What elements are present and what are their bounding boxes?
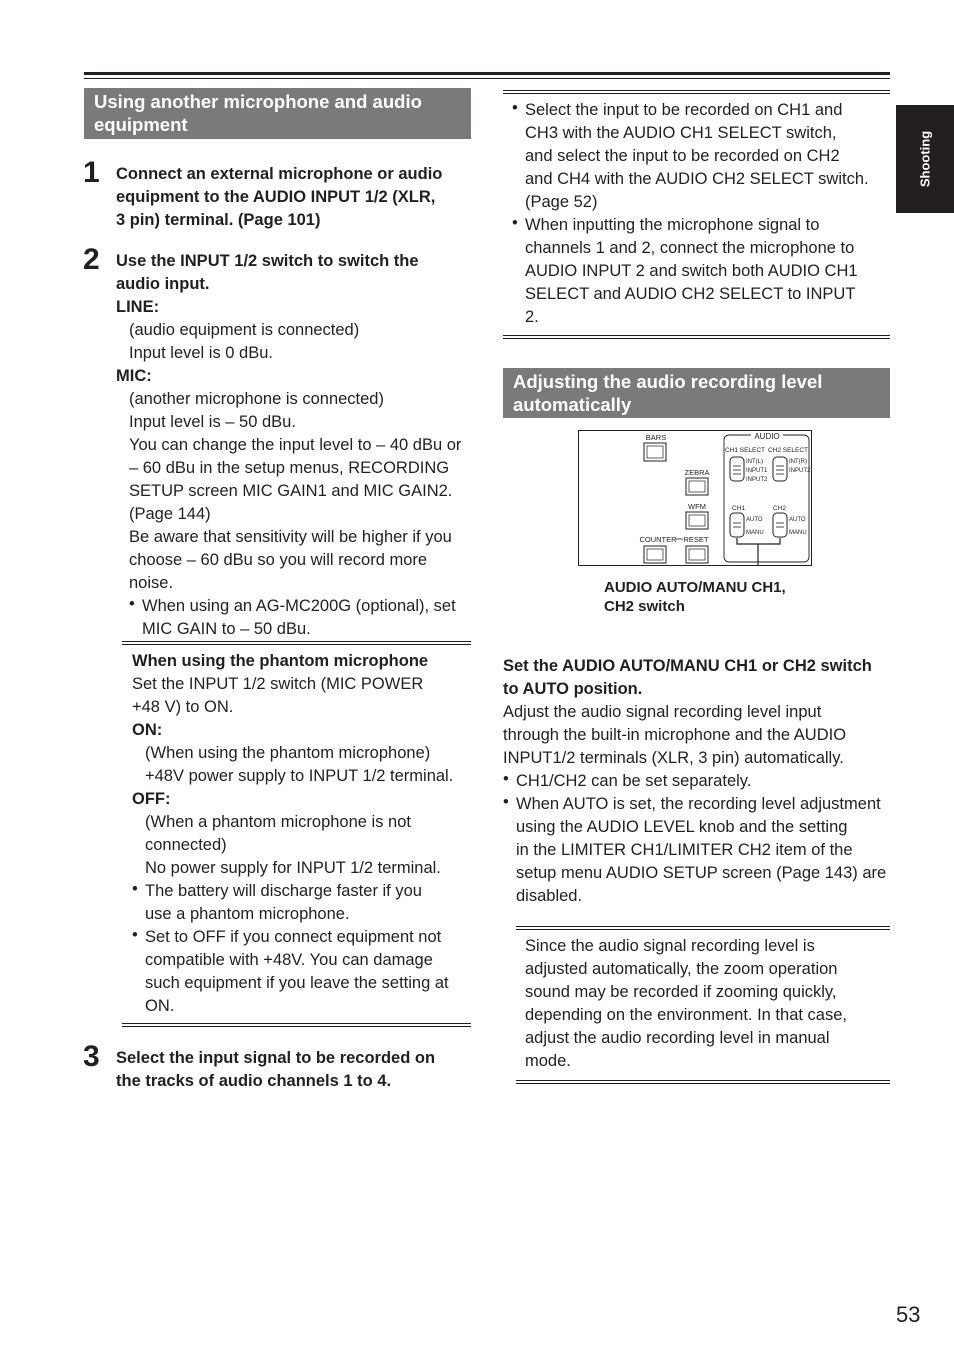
- text-line: Set the AUDIO AUTO/MANU CH1 or CH2 switch: [503, 657, 872, 675]
- on-label: ON:: [132, 721, 163, 739]
- text-line: (When using the phantom microphone): [145, 744, 431, 762]
- section-heading-microphone: [84, 88, 471, 139]
- text-line: • Set to OFF if you connect equipment not: [145, 928, 442, 946]
- text-line: SELECT and AUDIO CH2 SELECT to INPUT: [525, 285, 856, 303]
- note-rule-top: [122, 641, 471, 645]
- reset-label: RESET: [683, 535, 709, 544]
- section-heading-auto-level: [503, 368, 890, 418]
- bullet-item: [132, 926, 477, 1018]
- text-line: MIC GAIN to – 50 dBu.: [142, 620, 311, 638]
- int-l-label: INT(L): [746, 459, 763, 465]
- zebra-label: ZEBRA: [684, 468, 710, 477]
- input1-label: INPUT1: [746, 468, 768, 474]
- heading-line: automatically: [513, 394, 632, 415]
- section-tab: [896, 105, 954, 213]
- bars-label: BARS: [645, 433, 667, 442]
- right-notes: [512, 99, 892, 329]
- ch2-select-switch[interactable]: [773, 457, 787, 481]
- text-line: Set the INPUT 1/2 switch (MIC POWER: [132, 675, 424, 693]
- text-line: Use the INPUT 1/2 switch to switch the: [116, 252, 419, 270]
- text-line: 3 pin) terminal. (Page 101): [116, 211, 321, 229]
- text-line: Be aware that sensitivity will be higher if you: [129, 528, 452, 546]
- ch2-select-label: CH2 SELECT: [767, 447, 809, 454]
- text-line: No power supply for INPUT 1/2 terminal.: [145, 859, 441, 877]
- text-line: such equipment if you leave the setting at: [145, 974, 449, 992]
- bullet-item: [503, 770, 898, 793]
- ch1-label: CH1: [732, 505, 746, 512]
- counter-label: COUNTER: [639, 535, 677, 544]
- note-rule-bottom: [503, 335, 890, 339]
- heading-line: Using another microphone and audio: [94, 91, 422, 112]
- text-line: choose – 60 dBu so you will record more: [129, 551, 428, 569]
- text-line: audio input.: [116, 275, 210, 293]
- text-line: Input level is – 50 dBu.: [129, 413, 296, 431]
- step-3-text: [116, 1047, 435, 1093]
- ch1-auto-manu-switch[interactable]: [730, 513, 744, 537]
- text-line: AUDIO INPUT 2 and switch both AUDIO CH1: [525, 262, 858, 280]
- text-line: setup menu AUDIO SETUP screen (Page 143) are: [516, 864, 887, 882]
- auto-label: AUTO: [746, 517, 763, 523]
- input2-label: INPUT2: [789, 468, 811, 474]
- note-title: When using the phantom microphone: [132, 652, 429, 670]
- text-line: mode.: [525, 1052, 571, 1070]
- text-line: • When using an AG-MC200G (optional), set: [142, 597, 456, 615]
- step-number: 1: [83, 156, 100, 189]
- text-line: sound may be recorded if zooming quickly,: [525, 983, 837, 1001]
- bullet-item: [129, 595, 476, 641]
- phantom-note: [132, 650, 477, 1018]
- text-line: +48 V) to ON.: [132, 698, 234, 716]
- text-line: using the AUDIO LEVEL knob and the setting: [516, 818, 848, 836]
- control-panel-diagram: [578, 430, 812, 566]
- text-line: Since the audio signal recording level is: [525, 937, 815, 955]
- manu-label: MANU: [789, 530, 807, 536]
- text-line: • Select the input to be recorded on CH1 and: [525, 101, 843, 119]
- ch1-select-switch[interactable]: [730, 457, 744, 481]
- text-line: (audio equipment is connected): [129, 321, 360, 339]
- caption-line: AUDIO AUTO/MANU CH1,: [604, 579, 786, 596]
- text-line: You can change the input level to – 40 dBu or: [129, 436, 462, 454]
- text-line: (Page 144): [129, 505, 211, 523]
- step-number: 2: [83, 243, 100, 276]
- heading-line: equipment: [94, 114, 188, 135]
- heading-line: Adjusting the audio recording level: [513, 371, 823, 392]
- text-line: • CH1/CH2 can be set separately.: [516, 772, 752, 790]
- control-panel-figure: [578, 430, 812, 566]
- note-rule-bottom: [516, 1080, 890, 1084]
- ch2-auto-manu-switch[interactable]: [773, 513, 787, 537]
- text-line: and CH4 with the AUDIO CH2 SELECT switch.: [525, 170, 869, 188]
- figure-caption: [604, 578, 786, 616]
- bullet-item: [132, 880, 477, 926]
- text-line: channels 1 and 2, connect the microphone to: [525, 239, 855, 257]
- note-rule-top: [516, 926, 890, 930]
- text-line: Select the input signal to be recorded on: [116, 1049, 436, 1067]
- line-label: LINE:: [116, 298, 160, 316]
- step-2-text: [116, 250, 476, 641]
- text-line: depending on the environment. In that case,: [525, 1006, 847, 1024]
- step-number: 3: [83, 1040, 100, 1073]
- top-rule: [84, 72, 890, 79]
- text-line: through the built-in microphone and the AUDIO: [503, 726, 847, 744]
- ch2-label: CH2: [773, 505, 787, 512]
- off-label: OFF:: [132, 790, 171, 808]
- text-line: 2.: [525, 308, 539, 326]
- caption-line: CH2 switch: [604, 598, 685, 615]
- text-line: disabled.: [516, 887, 583, 905]
- text-line: Input level is 0 dBu.: [129, 344, 274, 362]
- text-line: to AUTO position.: [503, 680, 643, 698]
- text-line: use a phantom microphone.: [145, 905, 350, 923]
- mic-label: MIC:: [116, 367, 152, 385]
- auto-label: AUTO: [789, 517, 806, 523]
- text-line: connected): [145, 836, 227, 854]
- text-line: – 60 dBu in the setup menus, RECORDING: [129, 459, 450, 477]
- text-line: equipment to the AUDIO INPUT 1/2 (XLR,: [116, 188, 436, 206]
- bullet-item: [503, 793, 898, 908]
- text-line: (another microphone is connected): [129, 390, 384, 408]
- ch1-select-label: CH1 SELECT: [724, 447, 766, 454]
- auto-level-body: [503, 655, 898, 908]
- note-rule-top: [503, 90, 890, 94]
- wfm-label: WFM: [688, 502, 706, 511]
- input2-label: INPUT2: [746, 477, 768, 483]
- text-line: INPUT1/2 terminals (XLR, 3 pin) automatically.: [503, 749, 844, 767]
- text-line: • When inputting the microphone signal to: [525, 216, 820, 234]
- text-line: CH3 with the AUDIO CH1 SELECT switch,: [525, 124, 837, 142]
- audio-group-label: AUDIO: [754, 432, 780, 441]
- text-line: adjusted automatically, the zoom operation: [525, 960, 838, 978]
- manu-label: MANU: [746, 530, 764, 536]
- text-line: adjust the audio recording level in manual: [525, 1029, 830, 1047]
- text-line: (When a phantom microphone is not: [145, 813, 411, 831]
- bullet-item: [512, 214, 892, 329]
- page-number: 53: [896, 1302, 921, 1327]
- text-line: in the LIMITER CH1/LIMITER CH2 item of the: [516, 841, 853, 859]
- text-line: noise.: [129, 574, 174, 592]
- int-r-label: INT(R): [789, 459, 807, 465]
- zoom-note: [525, 935, 890, 1073]
- step-1-text: [116, 163, 442, 232]
- text-line: compatible with +48V. You can damage: [145, 951, 433, 969]
- bullet-item: [512, 99, 892, 214]
- text-line: Connect an external microphone or audio: [116, 165, 443, 183]
- text-line: the tracks of audio channels 1 to 4.: [116, 1072, 392, 1090]
- text-line: ON.: [145, 997, 175, 1015]
- text-line: (Page 52): [525, 193, 598, 211]
- text-line: Adjust the audio signal recording level input: [503, 703, 822, 721]
- note-rule-bottom: [122, 1023, 471, 1027]
- section-tab-label: Shooting: [917, 130, 933, 188]
- text-line: SETUP screen MIC GAIN1 and MIC GAIN2.: [129, 482, 453, 500]
- text-line: +48V power supply to INPUT 1/2 terminal.: [145, 767, 454, 785]
- text-line: • When AUTO is set, the recording level adjustment: [516, 795, 881, 813]
- text-line: and select the input to be recorded on CH2: [525, 147, 840, 165]
- text-line: • The battery will discharge faster if you: [145, 882, 422, 900]
